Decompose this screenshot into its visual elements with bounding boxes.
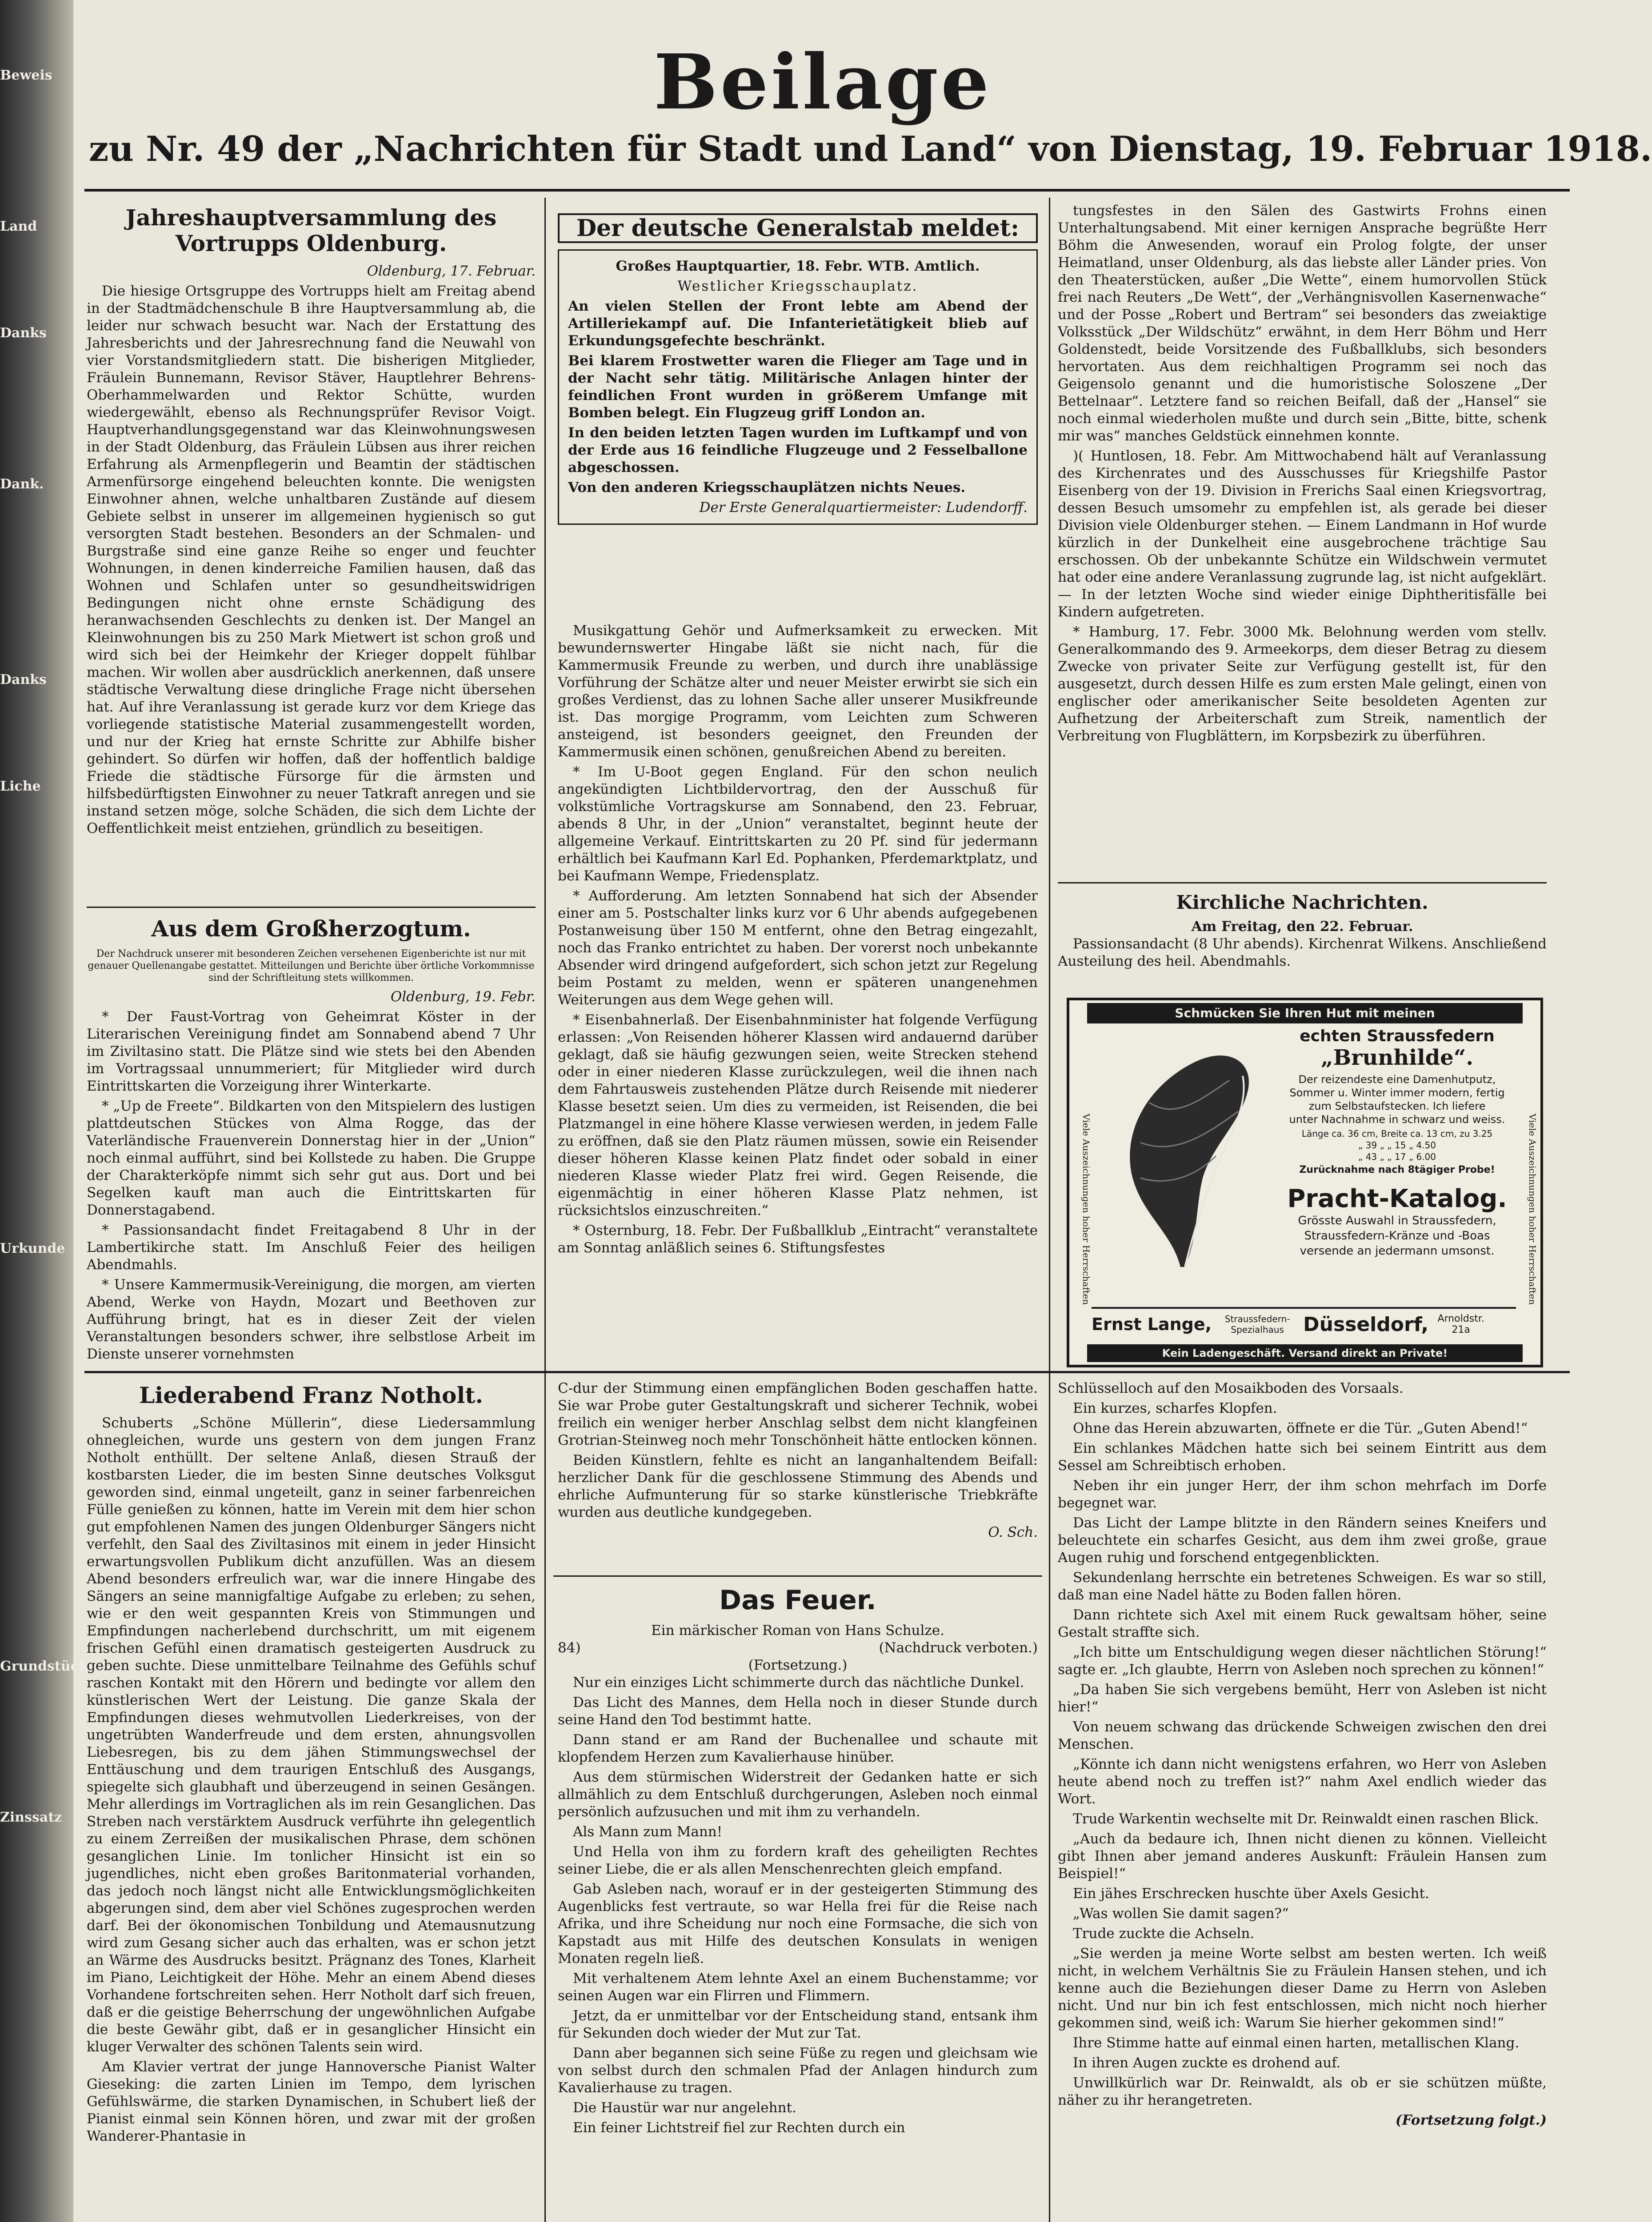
ad-desc: unter Nachnahme in schwarz und weiss. (1289, 1113, 1505, 1126)
margin-fragment: Danks (0, 672, 47, 687)
article-local-news (558, 622, 1038, 1367)
article-paragraph: * Im U-Boot gegen England. Für den schon neulich angekündigten Lichtbildervortrag, den der Ausschuß für volkstümliche Vortragskurse am Sonnabend, den 23. Februar, abends 8 Uhr, in der „Union“ veranstaltet, beginnt heute der allgemeine Verkauf. Eintrittskarten zu 20 Pf. sind für jedermann erhältlich bei Kaufmann Karl Ed. Pophanken, Pferdemarktplatz, und bei Kaufmann Wempe, Friedensplatz. (558, 764, 1038, 884)
ad-catalog: Pracht-Katalog. (1287, 1184, 1507, 1213)
report-paragraph: In den beiden letzten Tagen wurden im Luftkampf und von der Erde aus 16 feindliche Flugzeuge und 2 Fesselballone abgeschossen. (568, 425, 1028, 476)
article-liederabend (87, 1380, 536, 2222)
margin-fragments (0, 53, 96, 2222)
serial-paragraph: Dann aber begannen sich seine Füße zu regen und gleichsam wie von selbst durch den schmalen Pfad der Anlagen hindurch zum Kavalierhause zu tragen. (558, 2045, 1038, 2096)
army-report (558, 249, 1038, 525)
article-rule (553, 1575, 1042, 1577)
serial-paragraph: Als Mann zum Mann! (573, 1824, 723, 1840)
article-paragraph: Am Klavier vertrat der junge Hannoversche Pianist Walter Gieseking: die zarten Linien im Tempo, dem lyrischen Gefühlswärme, die starken Dynamischen, in Schubert ließ der Pianist einmal sein Können hören, und zwar mit der großen Wanderer-Phantasie in (87, 2059, 536, 2144)
serial-paragraph: Nur ein einziges Licht schimmerte durch das nächtliche Dunkel. (573, 1674, 1024, 1690)
episode-number: 84) (558, 1640, 581, 1656)
ad-firm-row (1092, 1307, 1516, 1340)
serial-meta (558, 1639, 1038, 1657)
masthead (89, 38, 1652, 169)
ad-city: Düsseldorf, (1303, 1313, 1429, 1336)
continued-note: (Fortsetzung folgt.) (1395, 2112, 1547, 2128)
article-paragraph: Beiden Künstlern, fehlte es nicht an langanhaltendem Beifall: herzlicher Dank für die geschlossene Stimmung des Abends und ehrliche Aufmunterung für so starke künstlerische Triebkräfte wurden aus deutliche kundgegeben. (558, 1452, 1038, 1520)
article-regional-news (1058, 202, 1547, 878)
article-heading: Kirchliche Nachrichten. (1176, 891, 1428, 913)
article-paragraph: * Unsere Kammermusik-Vereinigung, die morgen, am vierten Abend, Werke von Haydn, Mozart und Beethoven zur Aufführung bringt, hat es in dieser Zeit der vielen Veranstaltungen besonders schwer, ihre selbstlose Arbeit im Dienste unserer vornehmsten (87, 1277, 536, 1362)
ad-text-block (1278, 1027, 1516, 1259)
article-rule (87, 907, 536, 908)
serial-byline: Ein märkischer Roman von Hans Schulze. (651, 1623, 944, 1639)
serial-paragraph: Ein kurzes, scharfes Klopfen. (1073, 1400, 1277, 1416)
article-paragraph: Musikgattung Gehör und Aufmerksamkeit zu erwecken. Mit bewundernswerter Hingabe läßt sie nicht nach, für die Kammermusik Freunde zu werben, und durch ihre unablässige Vorführung der Schätze alter und neuer Meister erwirbt sie sich ein großes Verdienst, das zu lohnen Sache aller unserer Musikfreunde ist. Das morgige Programm, vom Leichten zum Schweren ansteigend, ist besonders geeignet, den Freunden der Kammermusik einen schönen, genußreichen Abend zu bereiten. (558, 623, 1038, 760)
ad-side-text: Viele Auszeichnungen hoher Herrschaften (1527, 1113, 1538, 1305)
ad-return: Zurücknahme nach 8tägiger Probe! (1299, 1164, 1495, 1175)
ad-tagline: Schmücken Sie Ihren Hut mit meinen (1087, 1003, 1523, 1023)
serial-paragraph: Dann stand er am Rand der Buchenallee und schaute mit klopfendem Herzen zum Kavalierhause hinüber. (558, 1732, 1038, 1765)
serial-paragraph: Neben ihr ein junger Herr, der ihm schon mehrfach im Dorfe begegnet war. (1058, 1478, 1547, 1511)
margin-fragment: Zinssatz (0, 1810, 62, 1825)
reprint-notice: Der Nachdruck unserer mit besonderen Zeichen versehenen Eigenberichte ist nur mit genauer Quellenangabe gestattet. Mitteilungen und Berichte über örtliche Vorkommnisse sind der Schriftleitung stets willkommen. (88, 948, 535, 983)
article-kirchlich (1058, 889, 1547, 995)
report-paragraph: Bei klarem Frostwetter waren die Flieger am Tage und in der Nacht sehr tätig. Militärische Anlagen hinter der feindlichen Front wurden in größerem Umfange mit Bomben belegt. Ein Flugzeug griff London an. (568, 353, 1028, 421)
article-liederabend-end (558, 1380, 1038, 1571)
column-rule (1049, 198, 1050, 2222)
serial-paragraph: In ihren Augen zuckte es drohend auf. (1073, 2055, 1341, 2071)
article-heading: Liederabend Franz Notholt. (139, 1382, 483, 1408)
serial-paragraph: „Da haben Sie sich vergebens bemüht, Herr von Asleben ist nicht hier!“ (1058, 1682, 1547, 1715)
serial-paragraph: Das Licht der Lampe blitzte in den Rändern seines Kneifers und beleuchtete ein scharfes Gesicht, aus dem ihm zwei große, graue Augen ruhig und forschend entgegenblickten. (1058, 1515, 1547, 1566)
serial-paragraph: Ihre Stimme hatte auf einmal einen harten, metallischen Klang. (1073, 2035, 1520, 2051)
serial-paragraph: „Auch da bedaure ich, Ihnen nicht dienen zu können. Vielleicht gibt Ihnen aber jemand anderes Auskunft: Fräulein Hansen zum Beispiel!“ (1058, 1831, 1547, 1882)
report-subheading: Westlicher Kriegsschauplatz. (677, 278, 918, 294)
article-generalstab (558, 213, 1038, 613)
article-paragraph: * Osternburg, 18. Febr. Der Fußballklub „Eintracht“ veranstaltete am Sonntag anläßlich seines 6. Stiftungsfestes (558, 1223, 1038, 1256)
article-paragraph: Die hiesige Ortsgruppe des Vortrupps hielt am Freitag abend in der Stadtmädchenschule B ihre Hauptversammlung ab, die leider nur schwach besucht war. Nach der Erstattung des Jahresberichts und der Jahresrechnung fand die Neuwahl von vier Vorstandsmitgliedern statt. Die bisherigen Mitglieder, Fräulein Bunnemann, Revisor Stäver, Hauptlehrer Behrens-Oberhammelwarden und Rektor Schütte, wurden wiedergewählt, ebenso als Rechnungsprüfer Revisor Voigt. Hauptverhandlungsgegenstand war das Kleinwohnungswesen in der Stadt Oldenburg, das Fräulein Lübsen aus ihrer reichen Erfahrung als Armenpflegerin und Beamtin der städtischen Armenfürsorge eingehend beleuchten konnte. Die wenigsten Einwohner ahnen, welche unhaltbaren Zustände auf diesem Gebiete selbst in unserer im allgemeinen hygienisch so gut versorgten Stadt bestehen. Besonders an der Schmalen- und Burgstraße sind eine ganze Reihe so enger und feuchter Wohnungen, in denen kinderreiche Familien hausen, daß das Wohnen und Schlafen unter so gesundheitswidrigen Bedingungen nicht ohne ernste Schädigung des heranwachsenden Geschlechts zu denken ist. Der Mangel an Kleinwohnungen bis zu 250 Mark Mietwert ist schon groß und wird sich bei der Heimkehr der Krieger doppelt fühlbar machen. Wir wollen aber ausdrücklich anerkennen, daß unsere städtische Verwaltung diese dringliche Frage nicht übersehen hat. Auf ihre Veranlassung ist gerade kurz vor dem Kriege das vorliegende statistische Material zusammengestellt worden, und nur der Krieg hat ernste Schritte zur Abhilfe bisher gehindert. So dürfen wir hoffen, daß der hoffentlich baldige Friede die städtische Fürsorge für die ärmsten und hilfsbedürftigsten Einwohner zu neuer Tatkraft anregen und sie instand setzen möge, solche Schäden, die sich dem Lichte der Oeffentlichkeit meist entziehen, gründlich zu beseitigen. (87, 283, 536, 836)
article-grossherzogtum (87, 913, 536, 1367)
advertisement-brunhilde (1067, 998, 1543, 1367)
masthead-subtitle: zu Nr. 49 der „Nachrichten für Stadt und Land“ von Dienstag, 19. Februar 1918. (89, 129, 1652, 169)
serial-paragraph: Trude zuckte die Achseln. (1073, 1926, 1255, 1942)
article-paragraph: * Der Faust-Vortrag von Geheimrat Köster in der Literarischen Vereinigung findet am Sonnabend abend 7 Uhr im Ziviltasino statt. Die Plätze sind wie stets bei den Abenden im Vortragssaal unnummeriert; für Mitglieder wird durch Eintrittskarten die Vorzeigung ihrer Winterkarte. (87, 1009, 536, 1094)
masthead-title: Beilage (653, 38, 992, 127)
serial-paragraph: Das Licht des Mannes, dem Hella noch in dieser Stunde durch seine Hand den Tod bestimmt hatte. (558, 1694, 1038, 1728)
serial-paragraph: Ein jähes Erschrecken huschte über Axels Gesicht. (1073, 1886, 1429, 1902)
serial-paragraph: Und Hella von ihm zu fordern kraft des geheiligten Rechtes seiner Liebe, die er als allen Menschenrechten gleich empfand. (558, 1844, 1038, 1877)
article-paragraph: * Hamburg, 17. Febr. 3000 Mk. Belohnung werden vom stellv. Generalkommando des 9. Armeekorps, dem dieser Betrag zu diesem Zwecke von privater Seite zur Verfügung gestellt ist, für den ausgesetzt, durch dessen Hilfe es zum ersten Male gelingt, einen von englischer oder amerikanischer Seite besoldeten Agenten zur Aufhetzung der Arbeiterschaft zum Streik, namentlich der Verbreitung von Flugblättern, im Korpsbezirk zu überführen. (1058, 624, 1547, 744)
section-rule (84, 1371, 1570, 1373)
article-das-feuer-continued (1058, 1380, 1547, 2222)
ostrich-feather-icon (1114, 1045, 1260, 1276)
ad-desc: Der reizendeste eine Damenhutputz, Sommer u. Winter immer modern, fertig zum Selbstaufstecken. Ich liefere (1289, 1073, 1505, 1112)
author-signature: O. Sch. (988, 1524, 1038, 1540)
article-heading: Der deutsche Generalstab meldet: (558, 213, 1038, 243)
article-paragraph: * Passionsandacht findet Freitagabend 8 Uhr in der Lambertikirche statt. Im Anschluß Feier des heiligen Abendmahls. (87, 1222, 536, 1273)
article-das-feuer (558, 1582, 1038, 2222)
article-paragraph: tungsfestes in den Sälen des Gastwirts Frohns einen Unterhaltungsabend. Mit einer kernigen Ansprache begrüßte Herr Böhm die Anwesenden, worauf ein Prolog folgte, der unser Heimatland, unser Oldenburg, als das liebste aller Länder pries. Von den Theaterstücken, außer „Die Wette“, einem humorvollen Stück frei nach Reuters „De Wett“, der „Verhängnisvollen Kasernenwache“ und der Posse „Robert und Bertram“ sei besonders das zweiaktige Volksstück „Der Wildschütz“ erwähnt, in dem Herr Böhm und Herr Goldenstedt, beide Vorsitzende des Fußballklubs, sich besonders hervortaten. Aus dem reichhaltigen Programm sei noch das Geigensolo genannt und die humoristische Soloszene „Der Bettelnaar“. Letztere fand so reichen Beifall, daß der „Hansel“ sie noch einmal wiederholen mußte und durch sein „Bitte, bitte, schenk mir was“ manches Geldstück einnehmen konnte. (1058, 203, 1547, 444)
article-paragraph: C-dur der Stimmung einen empfänglichen Boden geschaffen hatte. Sie war Probe guter Gestaltungskraft und sicherer Technik, wobei freilich ein weniger herber Anschlag selbst dem nicht klangfeinen Grotrian-Steinweg noch mehr Tonschönheit hätte entlocken können. (558, 1380, 1038, 1448)
serial-paragraph: „Könnte ich dann nicht wenigstens erfahren, wo Herr von Asleben heute abend noch zu treffen ist?“ nahm Axel endlich wieder das Wort. (1058, 1756, 1547, 1807)
ad-line1: echten Straussfedern (1300, 1027, 1495, 1045)
article-vortrupp (87, 202, 536, 902)
dateline: Oldenburg, 17. Februar. (367, 263, 536, 279)
serial-paragraph: „Ich bitte um Entschuldigung wegen dieser nächtlichen Störung!“ sagte er. „Ich glaubte, Herrn von Asleben noch sprechen zu können!“ (1058, 1644, 1547, 1678)
ad-sizes: Länge ca. 36 cm, Breite ca. 13 cm, zu 3.25 (1301, 1128, 1493, 1139)
serial-paragraph: Die Haustür war nur angelehnt. (573, 2100, 796, 2116)
serial-paragraph: Ohne das Herein abzuwarten, öffnete er die Tür. „Guten Abend!“ (1073, 1420, 1528, 1436)
serial-paragraph: Dann richtete sich Axel mit einem Ruck gewaltsam höher, seine Gestalt straffte sich. (1058, 1607, 1547, 1640)
report-signature: Der Erste Generalquartiermeister: Ludendorff. (699, 500, 1028, 516)
ad-catalog-desc: Grösste Auswahl in Straussfedern, Straussfedern-Kränze und -Boas versende an jedermann umsonst. (1298, 1214, 1496, 1258)
article-paragraph: * Aufforderung. Am letzten Sonnabend hat sich der Absender einer am 5. Postschalter links kurz vor 6 Uhr abends aufgegebenen Postanweisung über 150 M entfernt, ohne den Betrag eingezahlt, noch das Franko entrichtet zu haben. Der vorerst noch unbekannte Absender wird dringend aufgefordert, sich schon jetzt zur Regelung beim Postamt zu melden, wenn er späteren unangenehmen Weiterungen aus dem Wege gehen will. (558, 888, 1038, 1008)
article-heading: Jahreshauptversammlung des Vortrupps Oldenburg. (125, 204, 497, 256)
margin-fragment: Urkunde (0, 1241, 65, 1256)
serial-paragraph: Aus dem stürmischen Widerstreit der Gedanken hatte er sich allmählich zu dem Entschluß durchgerungen, Asleben noch einmal persönlich aufzusuchen und mit ihm zu verhandeln. (558, 1769, 1038, 1820)
margin-fragment: Beweis (0, 68, 52, 83)
margin-fragment: Land (0, 219, 37, 234)
ad-firm-type: Straussfedern-Spezialhaus (1224, 1314, 1290, 1335)
serial-paragraph: Trude Warkentin wechselte mit Dr. Reinwaldt einen raschen Blick. (1073, 1811, 1539, 1827)
margin-fragment: Dank. (0, 476, 44, 492)
report-lead: Großes Hauptquartier, 18. Febr. WTB. Amtlich. (616, 258, 980, 274)
margin-fragment: Danks (0, 325, 47, 341)
article-heading: Aus dem Großherzogtum. (151, 915, 471, 942)
serial-paragraph: Ein schlankes Mädchen hatte sich bei seinem Eintritt aus dem Sessel am Schreibtisch erhoben. (1058, 1440, 1547, 1474)
service-text: Passionsandacht (8 Uhr abends). Kirchenrat Wilkens. Anschließend Austeilung des heil. Abendmahls. (1058, 936, 1547, 969)
dateline: Oldenburg, 19. Febr. (390, 989, 536, 1005)
serial-paragraph: Ein feiner Lichtstreif fiel zur Rechten durch ein (573, 2120, 905, 2136)
report-paragraph: Von den anderen Kriegsschauplätzen nichts Neues. (568, 480, 966, 496)
serial-paragraph: Unwillkürlich war Dr. Reinwaldt, als ob er sie schützen müßte, näher zu ihr herangetreten. (1058, 2075, 1547, 2108)
article-paragraph: Schuberts „Schöne Müllerin“, diese Liedersammlung ohnegleichen, wurde uns gestern von dem jungen Franz Notholt enthüllt. Der seltene Anlaß, diesen Strauß der kostbarsten Lieder, die im besten Sinne deutsches Volksgut geworden sind, einmal ungeteilt, ganz in seiner farbenreichen Fülle genießen zu können, hatte im Verein mit dem hier schon gut empfohlenen Namen des jungen Oldenburger Sängers nicht verfehlt, den Saal des Ziviltasinos mit einem in jeder Hinsicht erwartungsvollen Publikum dicht anzufüllen. Was an diesem Abend besonders erfreulich war, war die innere Hingabe des Sängers an seine mannigfaltige Aufgabe zu erleben; zu sehen, wie er den weit gespannten Kreis von Stimmungen und Empfindungen nacherlebend durchschritt, um mit eigenem frischen Gefühl einen dramatisch gesteigerten Ausdruck zu geben suchte. Diese unmittelbare Teilnahme des Gefühls schuf raschen Kontakt mit den Hörern und bedingte vor allem den künstlerischen Wert der Leistung. Die ganze Skala der Empfindungen dieses wehmutvollen Liederkreises, von der ungetrübten Wanderfreude und dem ersten, ahnungsvollen Liebesregen, bis zu dem jähen Stimmungswechsel der Enttäuschung und dem traurigen Entschluß des Ausgangs, spiegelte sich glaubhaft und überzeugend in seinen Gesängen. Mehr allerdings im Vortraglichen als im rein Gesanglichen. Das Streben nach verstärktem Ausdruck verführte ihn gelegentlich zu einem Zerreißen der musikalischen Phrase, dem schönen gesanglichen Linie. Im tonlicher Hinsicht ist ein so jugendliches, nicht eben großes Baritonmaterial vorhanden, das jedoch noch längst nicht alle Entwicklungsmöglichkeiten abgerungen sind, dem aber viel Schönes zugesprochen werden darf. Bei der ökonomischen Tonbildung und Atemausnutzung wird zum Gesang sicher auch das erhalten, was er schon jetzt an Wärme des Ausdrucks besitzt. Prägnanz des Tones, Klarheit im Piano, Leichtigkeit der Höhe. Mehr an einem Abend dieses Vorhandene fortschreiten sehen. Herr Notholt darf sich freuen, daß er die geistige Beherrschung der ungewöhnlichen Aufgabe die beste Gewähr gibt, daß er in gesanglicher Hinsicht ein kluger Verwalter des schönen Talents sein wird. (87, 1415, 536, 2055)
reprint-note: (Nachdruck verboten.) (879, 1640, 1038, 1656)
continuation-note: (Fortsetzung.) (748, 1657, 848, 1673)
ad-product: „Brunhilde“. (1320, 1045, 1474, 1070)
article-paragraph: * Eisenbahnerlaß. Der Eisenbahnminister hat folgende Verfügung erlassen: „Von Reisenden höherer Klassen wird andauernd darüber geklagt, daß sie häufig gezwungen seien, weite Strecken stehend oder in einer niederen Klasse zurückzulegen, weil die ihnen nach dem Fahrtausweis zustehenden Plätze durch Reisende mit niederer Klasse besetzt seien. Um dies zu vermeiden, ist Reisenden, die bei Platzmangel in eine höhere Klasse verwiesen werden, in jedem Falle zu eröffnen, daß sie den Platz räumen müssen, sowie ein Reisender dieser höheren Klasse keinen Platz findet oder sobald in einer niederen Klasse wieder Platz frei wird. Gegen Reisende, die eigenmächtig in einer höheren Klasse Platz nehmen, ist rücksichtslos einzuschreiten.“ (558, 1012, 1038, 1219)
serial-paragraph: Jetzt, da er unmittelbar vor der Entscheidung stand, entsank ihm für Sekunden doch wieder der Mut zur Tat. (558, 2008, 1038, 2041)
ad-side-text: Viele Auszeichnungen hoher Herrschaften (1081, 1113, 1092, 1305)
serial-paragraph: „Was wollen Sie damit sagen?“ (1073, 1906, 1289, 1922)
report-paragraph: An vielen Stellen der Front lebte am Abend der Artilleriekampf auf. Die Infanterietätigkeit blieb auf Erkundungsgefechte beschränkt. (568, 298, 1028, 349)
serial-paragraph: Schlüsselloch auf den Mosaikboden des Vorsaals. (1058, 1380, 1404, 1396)
article-paragraph: )( Huntlosen, 18. Febr. Am Mittwochabend hält auf Veranlassung des Kirchenrates und des Ausschusses für Kriegshilfe Pastor Eisenberg von der 19. Division in Frerichs Saal einen Kriegsvortrag, dessen Besuch umsomehr zu empfehlen ist, als gerade bei dieser Division viele Oldenburger stehen. — Einem Landmann in Hof wurde kürzlich in der Dunkelheit eine ausgebrochene trächtige Sau erschossen. Ob der unbekannte Schütze ein Wildschwein vermutet hat oder eine andere Veranlassung zugrunde lag, ist nicht aufgeklärt. — In der letzten Woche sind wieder einige Diphtheritisfälle bei Kindern aufgetreten. (1058, 448, 1547, 620)
ad-firm: Ernst Lange, (1092, 1315, 1212, 1334)
article-paragraph: * „Up de Freete“. Bildkarten von den Mitspielern des lustigen plattdeutschen Stückes von Alma Rogge, das der Vaterländische Frauenverein Donnerstag hier in der „Union“ noch einmal aufführt, sind bei Kollstede zu haben. Die Gruppe der Charakterköpfe nimmt sich sehr gut aus. Dort und bei Segelken kauft man auch die Eintrittskarten für Donnerstagabend. (87, 1098, 536, 1218)
article-rule (1058, 882, 1547, 883)
serial-heading: Das Feuer. (719, 1585, 876, 1616)
serial-paragraph: Sekundenlang herrschte ein betretenes Schweigen. Es war so still, daß man eine Nadel hätte zu Boden fallen hören. (1058, 1570, 1547, 1603)
masthead-rule (84, 189, 1570, 192)
serial-paragraph: „Sie werden ja meine Worte selbst am besten werten. Ich weiß nicht, in welchem Verhältnis Sie zu Fräulein Hansen stehen, und ich kenne auch die Beziehungen dieser Dame zu Herrn von Asleben nicht. Und nur bin ich fest entschlossen, mich nicht noch hierher gekommen sind, weiß ich: Warum Sie hierher gekommen sind!“ (1058, 1946, 1547, 2031)
column-rule (544, 198, 546, 2222)
ad-street: Arnoldstr. 21a (1437, 1313, 1484, 1335)
serial-paragraph: Von neuem schwang das drückende Schweigen zwischen den drei Menschen. (1058, 1719, 1547, 1752)
ad-sizes: „ 43 „ „ 17 „ 6.00 (1358, 1151, 1436, 1162)
serial-paragraph: Mit verhaltenem Atem lehnte Axel an einem Buchenstamme; vor seinen Augen war ein Flirren und Flimmern. (558, 1970, 1038, 2004)
serial-paragraph: Gab Asleben nach, worauf er in der gesteigerten Stimmung des Augenblicks fest vertraute, so war Hella frei für die Reise nach Afrika, und ihre Scheidung nur noch eine Formsache, die sich von Kapstadt aus mit Hilfe des deutschen Konsulats in wenigen Monaten regeln ließ. (558, 1881, 1038, 1966)
margin-fragment: Liche (0, 779, 41, 794)
service-date: Am Freitag, den 22. Februar. (1191, 919, 1413, 935)
margin-fragment: Grundstücke (0, 1659, 96, 1674)
ad-footer: Kein Ladengeschäft. Versand direkt an Private! (1087, 1344, 1523, 1362)
ad-sizes: „ 39 „ „ 15 „ 4.50 (1358, 1140, 1436, 1151)
